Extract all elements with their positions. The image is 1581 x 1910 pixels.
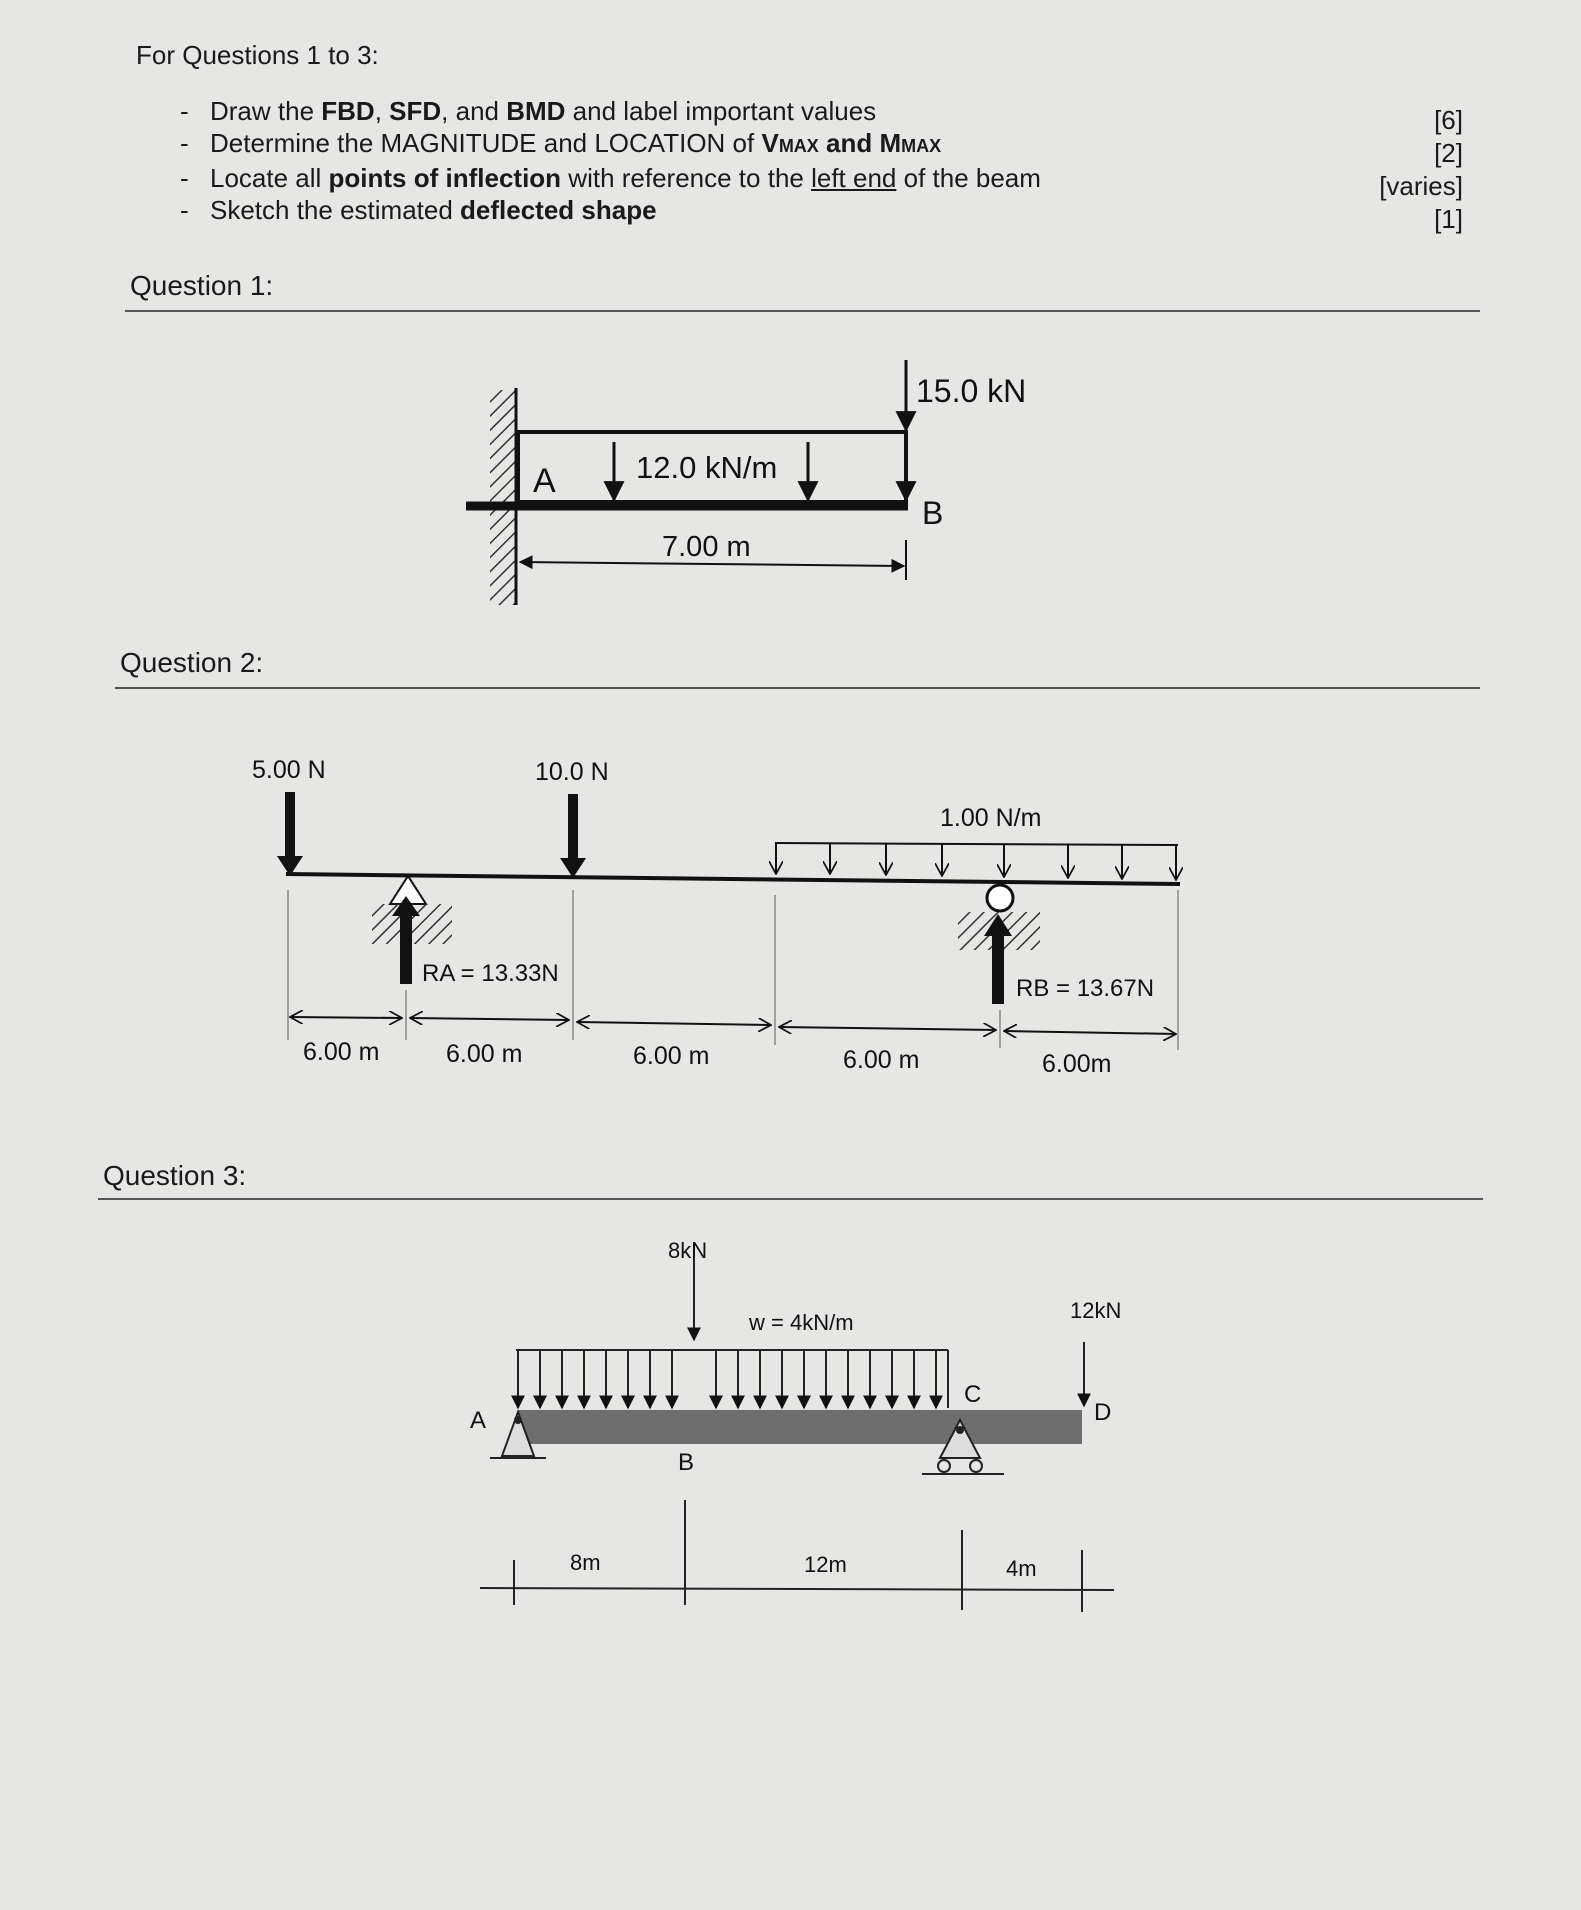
roller-wheel-icon xyxy=(938,1460,950,1472)
dimension-label: 6.00 m xyxy=(843,1046,920,1074)
udl-label: 12.0 kN/m xyxy=(636,450,778,485)
label-a: A xyxy=(470,1407,487,1434)
fixed-wall-hatch xyxy=(490,390,516,605)
question2-diagram xyxy=(252,756,1180,1078)
question2-title: Question 2: xyxy=(120,647,264,678)
load2-label: 10.0 N xyxy=(535,758,609,786)
pin-icon xyxy=(956,1426,964,1434)
point-load-label: 8kN xyxy=(668,1238,708,1263)
dimension-label: 12m xyxy=(804,1552,847,1577)
label-c: C xyxy=(964,1381,982,1408)
reaction-a-label: RA = 13.33N xyxy=(422,960,559,987)
label-a: A xyxy=(533,462,556,500)
label-d: D xyxy=(1094,1399,1112,1426)
reaction-arrow-a xyxy=(400,912,412,984)
mark-value: [varies] xyxy=(1379,171,1463,201)
pin-icon xyxy=(514,1416,522,1424)
mark-value: [2] xyxy=(1434,138,1463,168)
mark-value: [1] xyxy=(1434,204,1463,234)
dimension-label: 6.00 m xyxy=(446,1040,523,1068)
load1-label: 5.00 N xyxy=(252,756,326,784)
end-load-label: 12kN xyxy=(1070,1298,1122,1323)
roller-wheel-icon xyxy=(970,1460,982,1472)
reaction-arrow-b xyxy=(992,932,1004,1004)
question3-title: Question 3: xyxy=(103,1160,247,1191)
udl-arrows xyxy=(776,843,1176,880)
beam xyxy=(518,1410,1082,1444)
question3-diagram xyxy=(470,1238,1121,1612)
dimension-label: 6.00m xyxy=(1042,1050,1112,1078)
beam xyxy=(286,874,1180,884)
udl-label: w = 4kN/m xyxy=(749,1310,854,1335)
dimension-arrows xyxy=(290,1017,1176,1034)
task-item: - Determine the MAGNITUDE and LOCATION of VMAX and MMAX xyxy=(180,127,1041,162)
udl-arrows xyxy=(518,1350,936,1408)
task-item: - Locate all points of inflection with reference to the left end of the beam xyxy=(180,162,1041,194)
reaction-b-label: RB = 13.67N xyxy=(1016,975,1155,1002)
point-load-label: 15.0 kN xyxy=(916,373,1027,409)
roller-support-b xyxy=(987,885,1013,911)
udl-top-line xyxy=(775,843,1178,845)
label-b: B xyxy=(678,1449,695,1476)
dimension-label: 6.00 m xyxy=(633,1042,710,1070)
udl-label: 1.00 N/m xyxy=(940,804,1042,832)
mark-value: [6] xyxy=(1434,105,1463,135)
dimension-label: 6.00 m xyxy=(303,1038,380,1066)
label-b: B xyxy=(922,495,944,531)
dimension-label: 4m xyxy=(1006,1556,1037,1581)
dimension-line xyxy=(480,1588,1114,1590)
question1-title: Question 1: xyxy=(130,270,274,301)
task-item: - Draw the FBD, SFD, and BMD and label important values xyxy=(180,95,1041,127)
question1-diagram xyxy=(466,360,1026,605)
dimension-label: 8m xyxy=(570,1550,601,1575)
span-label: 7.00 m xyxy=(662,531,751,563)
intro-heading: For Questions 1 to 3: xyxy=(136,40,379,70)
arrow-head xyxy=(560,858,586,878)
task-item: - Sketch the estimated deflected shape xyxy=(180,194,1041,226)
